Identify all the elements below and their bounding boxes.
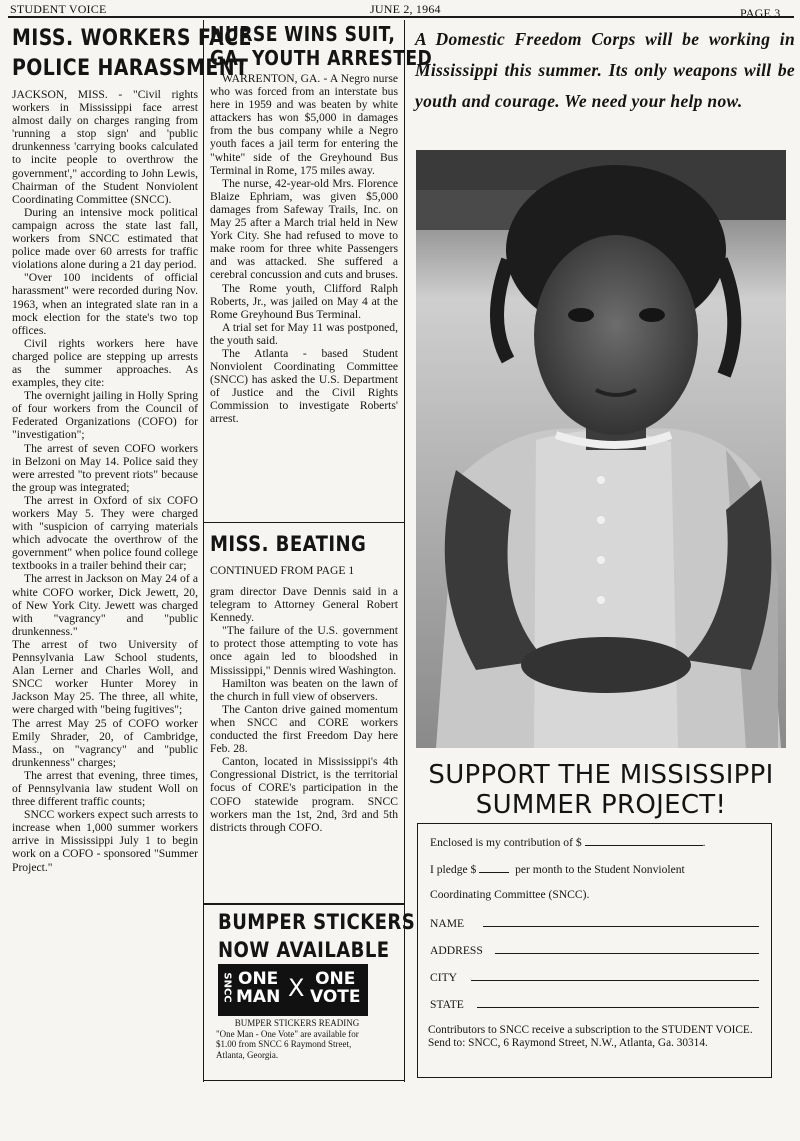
bumper-caption-text: "One Man - One Vote" are available for $1.00 from SNCC 6 Raymond Street, Atlanta, Georgia. <box>216 1028 359 1060</box>
headline-miss-beating: MISS. BEATING <box>210 532 367 556</box>
paragraph: The arrest of two University of Pennsylvania Law School students, Alan Lerner and Charles Woll, and SNCC worker Hunter Morey in Jackson May 25. The three, all white, were charged with "being fugitives"; <box>12 637 198 717</box>
form-pledge-text: per month to the Student Nonviolent <box>515 863 685 876</box>
bumper-sticker-image <box>218 964 368 1016</box>
paragraph: The overnight jailing in Holly Spring of four workers from the Council of Federated Organizations (COFO) for "investigation"; <box>12 389 198 442</box>
form-address-label: ADDRESS <box>430 944 483 957</box>
form-enclosed-label: Enclosed is my contribution of $ <box>430 836 582 849</box>
paragraph: The Rome youth, Clifford Ralph Roberts, Jr., was jailed on May 4 at the Rome Greyhound Bus Terminal. <box>210 281 398 321</box>
headline-police-harassment-line2: POLICE HARASSMENT <box>12 56 249 81</box>
form-name-row <box>430 915 759 930</box>
headline-nurse-line2: GA. YOUTH ARRESTED <box>210 46 433 70</box>
bumper-caption-title: BUMPER STICKERS READING <box>234 1018 360 1028</box>
state-field[interactable] <box>477 996 759 1008</box>
paragraph: "Over 100 incidents of official harassment" were recorded during Nov. 1963, when an integrated slate ran in a mock election for the state's two top offices. <box>12 271 198 337</box>
paragraph: The nurse, 42-year-old Mrs. Florence Blaize Ephriam, was given $5,000 damages from Safeway Trails, Inc. on May 25 after a March trial held in New York City. She had refused to move to make room for three white Passengers and was attacked. She suffered a cerebral concussion and cuts and bruses. <box>210 176 399 282</box>
sticker-one-man <box>236 970 280 1006</box>
form-pledge-label: I pledge $ <box>430 863 477 876</box>
section-divider <box>204 522 404 523</box>
form-state-row <box>430 996 759 1011</box>
lead-domestic-freedom-corps: A Domestic Freedom Corps will be working in Mississippi this summer. Its only weapons will be youth and courage. We need your help now. <box>415 29 795 111</box>
article-body <box>210 72 398 426</box>
photo-child-image <box>416 150 786 748</box>
sticker-x: X <box>288 974 305 1002</box>
article-nurse-wins-suit <box>210 22 433 426</box>
form-enclosed-row: Enclosed is my contribution of $ . <box>430 836 706 849</box>
article-body <box>210 585 398 834</box>
paragraph: The arrest in Oxford of six COFO workers May 5. They were charged with "suspicion of carrying materials which advocate the overthrow of the government" when police found college textbooks in a trailer behind their car; <box>12 493 198 573</box>
article-miss-beating <box>210 530 398 834</box>
paragraph: The arrest that evening, three times, of Pennsylvania law student Woll on three different traffic counts; <box>12 768 198 809</box>
paragraph: During an intensive mock political campaign across the state last fall, workers from SNCC estimated that police made over 60 arrests for traffic violations alone during a 21 day period. <box>12 205 198 272</box>
form-city-label: CITY <box>430 971 458 984</box>
form-pledge-row <box>430 861 685 876</box>
section-divider <box>204 903 404 905</box>
bumper-sticker-ad <box>210 908 416 964</box>
paragraph: A trial set for May 11 was postponed, the youth said. <box>210 320 398 347</box>
form-address-row <box>430 942 759 957</box>
paragraph: gram director Dave Dennis said in a telegram to Attorney General Robert Kennedy. <box>210 585 398 625</box>
bumper-caption <box>216 1018 378 1060</box>
paragraph: Hamilton was beaten on the lawn of the church in full view of observers. <box>210 676 398 703</box>
support-line2: SUMMER PROJECT! <box>475 790 727 820</box>
sticker-word: VOTE <box>310 987 361 1007</box>
masthead-rule <box>8 16 794 18</box>
paragraph: JACKSON, MISS. - "Civil rights workers in Mississippi face arrest almost daily on charges ranging from 'running a stop sign' and 'public drunkenness 'carrying books calculated to incite people to overthrow the government'," according to John Lewis, Chairman of the Student Nonviolent Coordinating Committee (SNCC). <box>12 88 198 206</box>
contribution-form <box>417 823 772 1078</box>
bumper-headline-line1: BUMPER STICKERS <box>218 910 416 934</box>
contribution-amount-field[interactable] <box>585 834 703 846</box>
headline-police-harassment-line1: MISS. WORKERS FACE <box>12 26 252 51</box>
masthead-date: JUNE 2, 1964 <box>370 2 441 16</box>
paragraph: The arrest May 25 of COFO worker Emily Shrader, 20, of Cambridge, Mass., on "vagrancy" and "public drunkenness" charges; <box>12 716 198 769</box>
masthead-page-number: PAGE 3 <box>740 6 781 20</box>
headline-nurse-line1: NURSE WINS SUIT, <box>210 22 396 46</box>
paragraph: The Atlanta - based Student Nonviolent Coordinating Committee (SNCC) has asked the U.S. Department of Justice and the Civil Rights Commission to investigate Roberts' arrest. <box>210 346 398 426</box>
sticker-word: MAN <box>236 987 281 1007</box>
bottom-rule <box>204 1080 404 1081</box>
form-note: Contributors to SNCC receive a subscription to the STUDENT VOICE. Send to: SNCC, 6 Raymond Street, N.W., Atlanta, Ga. 30314. <box>428 1024 753 1049</box>
pledge-amount-field[interactable] <box>479 861 509 873</box>
photo-child <box>416 150 786 748</box>
name-field[interactable] <box>483 915 759 927</box>
column-divider-1 <box>203 20 204 1082</box>
continued-note: CONTINUED FROM PAGE 1 <box>210 564 355 577</box>
form-city-row <box>430 969 759 984</box>
form-pledge-row2: Coordinating Committee (SNCC). <box>430 888 590 901</box>
support-headline <box>406 760 796 820</box>
article-body <box>12 88 198 874</box>
paragraph: The Canton drive gained momentum when SNCC and CORE workers conducted the first Freedom Day here Feb. 28. <box>210 702 398 756</box>
paragraph: "The failure of the U.S. government to protect those attempting to vote has once again led to bloodshed in Mississippi," Dennis wired Washington. <box>210 624 398 677</box>
paragraph: WARRENTON, GA. - A Negro nurse who was forced from an interstate bus here in 1959 and was beaten by white attackers has won $5,000 in damages from the bus company while a Negro youth faces a jail term for entering the "white" side of the Greyhound Bus Terminal in Rome, 175 miles away. <box>210 72 398 177</box>
address-field[interactable] <box>495 942 759 954</box>
support-line1: SUPPORT THE MISSISSIPPI <box>428 760 774 790</box>
paragraph: Civil rights workers here have charged police are stepping up arrests as the summer approaches. As examples, they cite: <box>12 336 198 390</box>
sticker-word: ONE <box>238 969 279 989</box>
paragraph: SNCC workers expect such arrests to increase when 1,000 summer workers arrive in Mississippi July 1 to begin work on a COFO - sponsored "Summer Project." <box>12 808 198 874</box>
masthead-paper-name: STUDENT VOICE <box>10 2 107 16</box>
sticker-word: ONE <box>315 969 356 989</box>
bumper-headline-line2: NOW AVAILABLE <box>218 938 390 962</box>
paragraph: Canton, located in Mississippi's 4th Congressional District, is the territorial focus of CORE's participation in the COFO statewide program. SNCC workers man the 1st, 2nd, 3rd and 5th districts through COFO. <box>210 755 398 834</box>
form-name-label: NAME <box>430 917 465 930</box>
paragraph: The arrest of seven COFO workers in Belzoni on May 14. Police said they were arrested "to prevent riots" because the group was integrated; <box>12 441 198 494</box>
sticker-one-vote <box>310 970 361 1006</box>
sticker-sncc-label: SNCC <box>221 972 233 1003</box>
article-police-harassment <box>12 24 252 874</box>
form-state-label: STATE <box>430 998 464 1011</box>
paragraph: The arrest in Jackson on May 24 of a white COFO worker, Dick Jewett, 20, of New York City. Jewett was charged with "vagrancy" and "public drunkenness." <box>12 572 198 638</box>
city-field[interactable] <box>471 969 759 981</box>
